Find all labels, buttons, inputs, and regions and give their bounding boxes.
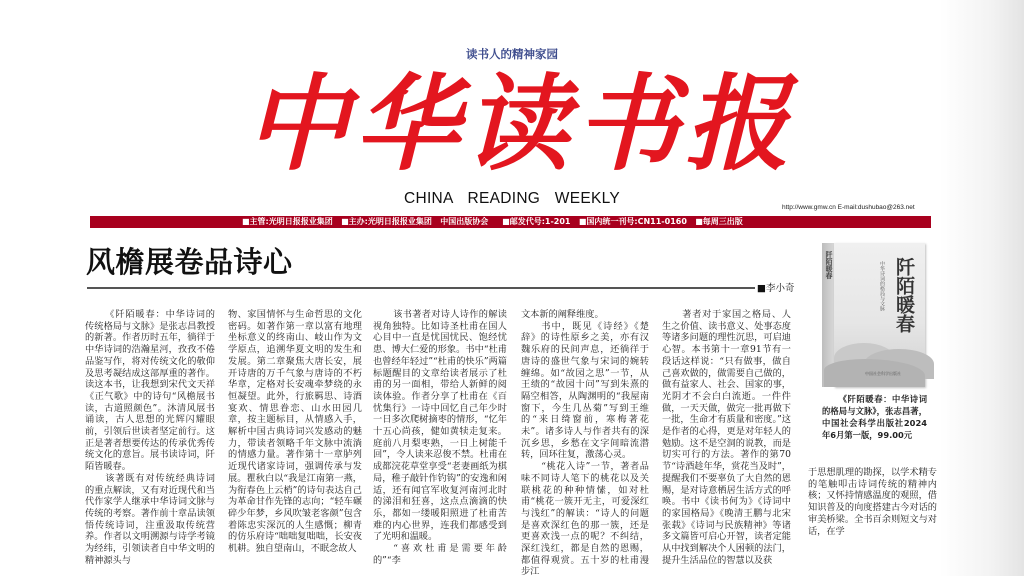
article-column-1 xyxy=(85,309,215,566)
cover-title: 阡陌暖春 xyxy=(893,257,915,333)
newspaper-logo: 中华读书报 xyxy=(244,62,795,185)
article-paragraph: 文本新的阐释维度。 xyxy=(521,309,604,320)
article-paragraph: 该著既有对传统经典诗词的重点解读，又有对近现代和当代作家学人继承中华诗词文脉与传统的考察。著作前十章品读领悟传统诗词，注重汲取传统营养。作者以文明溯源与诗学考镜为经纬，引领读者自中华文明的精神源头与 xyxy=(85,472,215,566)
article-paragraph: 书中，既见《诗经》《楚辞》的诗性原乡之美，亦有汉魏乐府的民间声息，还徜徉于唐诗的盛世气象与宋词的婉转缠绵。如“故园之思”一节，从王绩的“故园十问”写到朱熹的隔空相答，从陶渊明的“我屋南窗下，今生几丛菊”写到王维的“来日绮窗前，寒梅著花未”。诸多诗人与作者共有的深沉乡思，乡愁在文字间暗流潜转，回环往复，激荡心灵。 xyxy=(521,320,649,461)
book-caption: 《阡陌暖春：中华诗词的格局与文脉》，张志昌著，中国社会科学出版社2024年6月第一版，99.00元 xyxy=(822,394,927,440)
article-headline: 风檐展卷品诗心 xyxy=(86,245,293,279)
masthead-contact: http://www.gmw.cn E-mail:dushubao@263.net xyxy=(782,204,915,211)
article-column-4 xyxy=(521,309,649,578)
article-paragraph: “喜欢杜甫是需要年龄的”“李 xyxy=(373,543,507,566)
article-paragraph: 《阡陌暖春：中华诗词的传统格局与文脉》是张志昌教授的新著。作者历时五年，徜徉于中华诗词的浩瀚星河，孜孜不倦品鉴写作，将对传统文化的敬仰及思考凝结成这部厚重的著作。读这本书，让我想到宋代文天祥《正气歌》中的诗句“风檐展书读，古道照颜色”。沐清风展书诵读，古人思想的光辉闪耀眼前，引领后世读者坚定前行。这正是著者想要传达的传承优秀传统文化的意旨。展书读诗词，阡陌皆暖春。 xyxy=(85,309,215,473)
book-cover-image xyxy=(822,243,925,387)
article-paragraph: 该书著者对诗人诗作的解读视角独特。比如诗圣杜甫在国人心目中一直是忧国忧民、饱经忧患、博大仁爱的形象。书中“杜甫也曾经年轻过”“杜甫的快乐”两篇标题醒目的文章给读者展示了杜甫的另一面相，带给人新鲜的阅读体验。作者分享了杜甫在《百忧集行》一诗中回忆自己年少时一日多次爬树摘枣的情形，“忆年十五心尚孩，健如黄犊走复来。庭前八月梨枣熟，一日上树能千回”，令人读来忍俊不禁。杜甫在成都浣花草堂享受“老妻画纸为棋局，稚子敲针作钓钩”的安逸和闲适，还有闻官军收复河南河北时的涕泪和狂喜，这点点滴滴的快乐，都如一缕暖阳照进了杜甫苦难的内心世界，连我们都感受到了光明和温暖。 xyxy=(373,309,507,543)
cover-publisher: 中国社会科学出版社 xyxy=(865,371,901,376)
masthead-info-band xyxy=(90,216,931,228)
article-paragraph: 于思想肌理的勘探，以学术精专的笔触叩击诗词传统的精神内核；又怀持情感温度的观照，借知识普及的向度搭建古今对话的审美桥梁。全书百余则短文与对话，在学 xyxy=(808,467,937,537)
article-paragraph: 物、家国情怀与生命哲思的文化密码。如著作第一章以富有地理坐标意义的终南山、岐山作为文学原点，追溯华夏文明的发生和发展。第二章聚焦大唐长安，展开诗唐的万千气象与唐诗的不朽华章，定格对长安魂牵梦绕的永恒凝望。此外，行旅羁思、诗酒宴欢、情思眷恋、山水田园几章，按主题标目，从情感入手，解析中国古典诗词兴发感动的魅力，带读者领略千年文脉中流淌的情感力量。著作第十一章胪列近现代诸家诗词，强调传承与发展。瞿秋白以“我是江南第一燕，为衔春色上云梢”的诗句表达自己为革命甘作先锋的志向；“轻车碾碎少年梦，乡风吹皱老客颜”包含着陈忠实深沉的人生感慨；柳青的仿乐府诗“咄咄复咄咄，长安夜机耕。独自望南山，不眠念故人 xyxy=(228,309,362,555)
page-edge-shadow xyxy=(940,0,1024,576)
book-front-cover xyxy=(834,243,925,387)
article-paragraph: “桃花入诗”一节，著者品味不同诗人笔下的桃花以及关联桃花的种种情愫，如对杜甫“桃花一簇开无主，可爱深红与浅红”的解读：“诗人的问题是喜欢深红色的那一簇，还是更喜欢浅一点的呢？不纠结，深红浅红，都是自然的恩赐，都值得观赏。五十岁的杜甫漫步江 xyxy=(521,461,649,578)
masthead-tagline: 读书人的精神家园 xyxy=(466,47,558,61)
article-column-6 xyxy=(808,467,937,537)
spine-title: 阡陌暖春 xyxy=(825,251,834,279)
info-band-text: ■主管:光明日报报业集团 ■主办:光明日报报业集团 中国出版协会 ■邮发代号:1-201 ■国内统一刊号:CN11-0160 ■每周三出版 xyxy=(242,217,743,226)
article-column-5 xyxy=(662,309,791,566)
article-column-3 xyxy=(373,309,507,566)
masthead-english-name: CHINA READING WEEKLY xyxy=(403,190,621,207)
article-column-2 xyxy=(228,309,362,555)
cover-subtitle: 中华诗词的格局与文脉 xyxy=(879,261,885,311)
article-paragraph: 著者对于家国之格局、人生之价值、读书意义、处事态度等诸多问题的理性沉思，可启迪心智。本书第十一章91节有一段话这样说：“只有做事，做自己喜欢做的，做需要自己做的，做有益家人、社会、国家的事，光阴才不会白白流逝。一件件做，一天天做，做完一批再做下一批，生命才有质量和密度。”这是作者的心得，更是对年轻人的勉励。这不是空洞的说教，而是切实可行的方法。著作的第70节“诗酒趁年华，赏花当及时”，提醒我们不要辜负了大自然的恩赐，是对诗意栖居生活方式的呼唤。书中《读书何为》《诗词中的家国格局》《晚清王鹏与北宋张载》《诗词与民族精神》等诸多文篇皆可启心开智，读者定能从中找到解决个人困顿的法门，提升生活品位的智慧以及获 xyxy=(662,309,791,566)
headline-rule xyxy=(87,287,755,289)
article-byline: ■李小奇 xyxy=(757,283,795,294)
